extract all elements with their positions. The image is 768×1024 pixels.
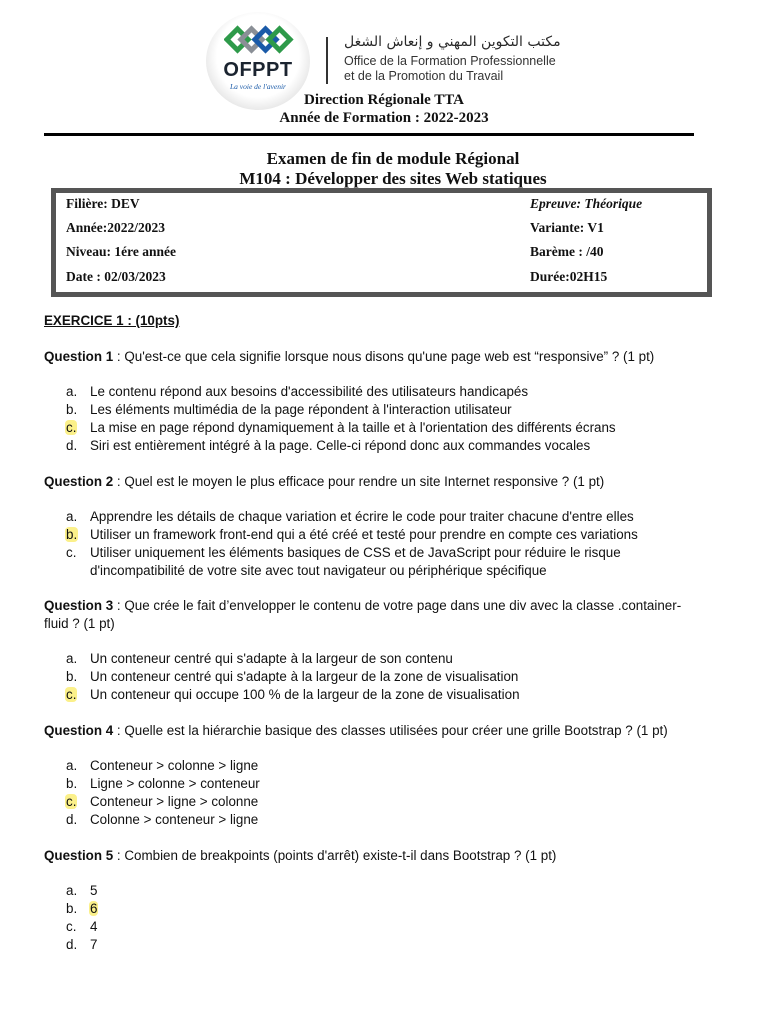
answer-highlight: c.: [66, 794, 77, 809]
option-text-continued: d'incompatibilité de votre site avec tout navigateur ou périphérique spécifique: [90, 563, 547, 578]
option-text: Un conteneur centré qui s'adapte à la largeur de la zone de visualisation: [90, 669, 519, 684]
option-letter: b.: [66, 402, 78, 417]
question-label: Question 4: [44, 723, 114, 738]
option-text: Un conteneur qui occupe 100 % de la largeur de la zone de visualisation: [90, 687, 520, 702]
option-text: Utiliser uniquement les éléments basiques de CSS et de JavaScript pour réduire le risque: [90, 545, 621, 560]
question-4: [44, 723, 668, 738]
question-5: [44, 848, 556, 863]
option-text: Utiliser un framework front-end qui a été créé et testé pour prendre en compte ces variations: [90, 527, 638, 542]
option-letter: b.: [66, 669, 78, 684]
option-letter: b.: [66, 776, 78, 791]
option-letter: c.: [66, 545, 77, 560]
option-letter: a.: [66, 651, 78, 666]
office-name-french: [344, 54, 556, 84]
option-text: Apprendre les détails de chaque variation et écrire le code pour traiter chacune d'entre elles: [90, 509, 634, 524]
office-name-line-2: et de la Promotion du Travail: [344, 69, 504, 83]
info-filiere: Filière: DEV: [66, 196, 140, 211]
info-bareme: Barème : /40: [530, 244, 604, 259]
option-letter-correct: [66, 527, 78, 542]
ofppt-logo-mark-icon: [224, 24, 294, 60]
question-label: Question 2: [44, 474, 114, 489]
direction-regionale: Direction Régionale TTA: [304, 92, 464, 108]
option-letter-correct: [66, 687, 77, 702]
option-text: 5: [90, 883, 98, 898]
option-text: 4: [90, 919, 98, 934]
option-text: Conteneur > ligne > colonne: [90, 794, 259, 809]
question-1: [44, 349, 654, 364]
option-text-correct: [90, 901, 98, 916]
header-rule: [44, 133, 694, 136]
answer-highlight: b.: [66, 527, 78, 542]
question-label: Question 3: [44, 598, 114, 613]
option-text: Les éléments multimédia de la page répondent à l'interaction utilisateur: [90, 402, 512, 417]
header-divider: [326, 37, 328, 84]
info-date: Date : 02/03/2023: [66, 269, 166, 284]
logo-slogan: La voie de l'avenir: [230, 82, 286, 91]
info-annee: Année:2022/2023: [66, 220, 165, 235]
question-text: : Que crée le fait d’envelopper le contenu de votre page dans une div avec la classe .container-: [113, 598, 682, 613]
answer-highlight: c.: [66, 687, 77, 702]
option-letter: a.: [66, 758, 78, 773]
annee-formation: Année de Formation : 2022-2023: [279, 110, 489, 126]
question-text: : Quelle est la hiérarchie basique des classes utilisées pour créer une grille Bootstrap ? (1 pt): [113, 723, 668, 738]
question-text: : Quel est le moyen le plus efficace pour rendre un site Internet responsive ? (1 pt): [113, 474, 605, 489]
logo-text: OFPPT: [223, 59, 293, 81]
question-text: : Qu'est-ce que cela signifie lorsque nous disons qu'une page web est “responsive” ? (1 pt): [113, 349, 655, 364]
option-letter: a.: [66, 384, 78, 399]
exam-info-box: [51, 188, 712, 297]
option-letter: d.: [66, 812, 78, 827]
info-niveau: Niveau: 1ére année: [66, 244, 176, 259]
option-text: Un conteneur centré qui s'adapte à la largeur de son contenu: [90, 651, 453, 666]
option-text: La mise en page répond dynamiquement à la taille et à l'orientation des différents écrans: [90, 420, 616, 435]
question-text-continued: fluid ? (1 pt): [44, 616, 115, 631]
question-3: [44, 598, 681, 613]
module-title: M104 : Développer des sites Web statiques: [239, 169, 547, 188]
option-text: 7: [90, 937, 98, 952]
option-letter: d.: [66, 438, 78, 453]
exercise-title: EXERCICE 1 : (10pts): [44, 313, 180, 328]
answer-highlight: 6: [90, 901, 98, 916]
option-letter-correct: [66, 794, 77, 809]
answer-highlight: c.: [66, 420, 77, 435]
option-letter: c.: [66, 919, 77, 934]
option-text: Le contenu répond aux besoins d'accessibilité des utilisateurs handicapés: [90, 384, 529, 399]
office-name-line-1: Office de la Formation Professionnelle: [344, 54, 556, 68]
question-label: Question 5: [44, 848, 114, 863]
option-text: Siri est entièrement intégré à la page. Celle-ci répond donc aux commandes vocales: [90, 438, 591, 453]
option-letter: a.: [66, 509, 78, 524]
question-2: [44, 474, 604, 489]
question-label: Question 1: [44, 349, 114, 364]
office-name-arabic: مكتب التكوين المهني و إنعاش الشغل: [344, 34, 561, 50]
info-epreuve: Epreuve: Théorique: [530, 196, 643, 211]
info-variante: Variante: V1: [530, 220, 604, 235]
option-letter: b.: [66, 901, 78, 916]
info-duree: Durée:02H15: [530, 269, 608, 284]
exam-title: Examen de fin de module Régional: [266, 149, 520, 168]
option-letter: d.: [66, 937, 78, 952]
option-letter: a.: [66, 883, 78, 898]
option-letter-correct: [66, 420, 77, 435]
option-text: Ligne > colonne > conteneur: [90, 776, 260, 791]
option-text: Conteneur > colonne > ligne: [90, 758, 259, 773]
question-text: : Combien de breakpoints (points d'arrêt) existe-t-il dans Bootstrap ? (1 pt): [113, 848, 557, 863]
option-text: Colonne > conteneur > ligne: [90, 812, 259, 827]
